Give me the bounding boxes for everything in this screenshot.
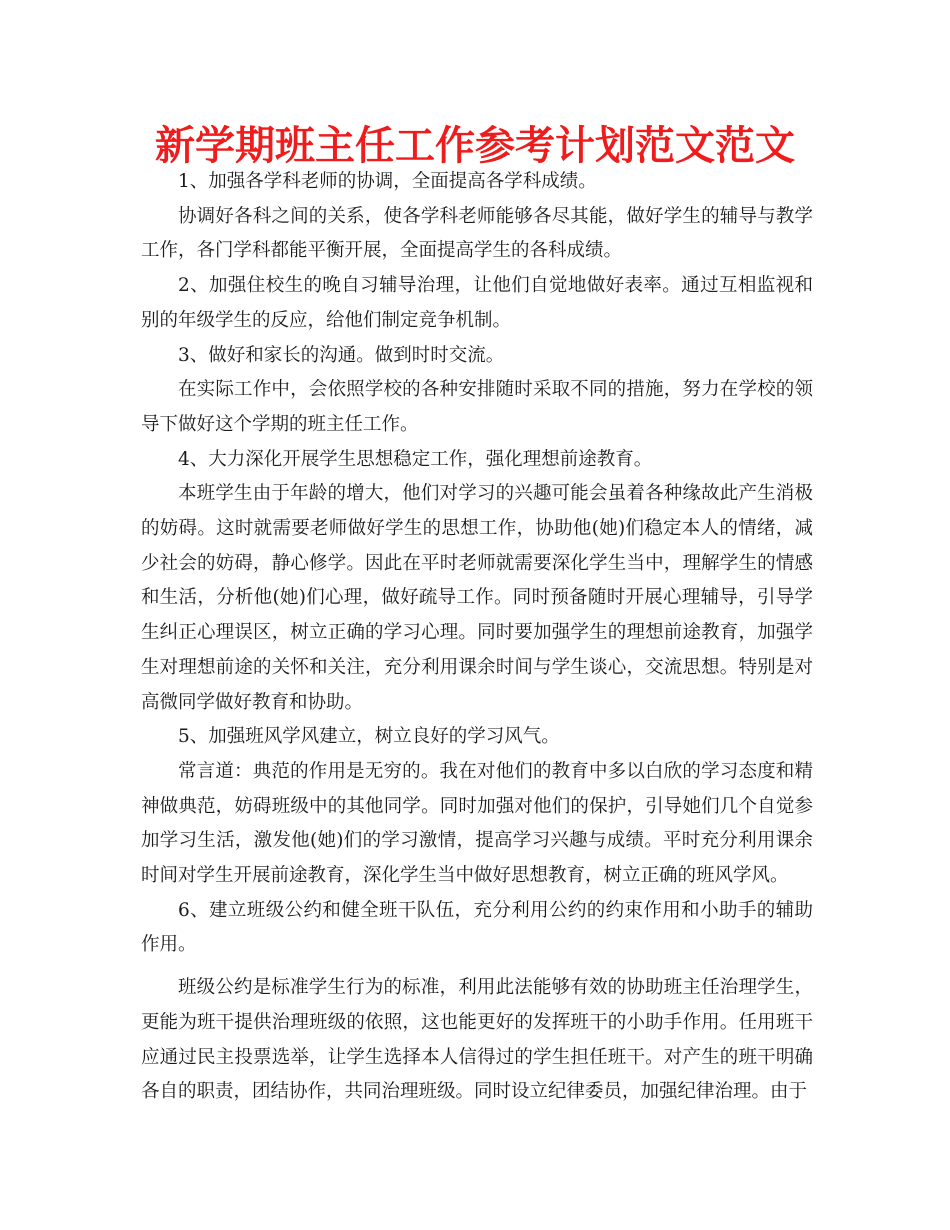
paragraph: 4、大力深化开展学生思想稳定工作，强化理想前途教育。: [178, 448, 653, 470]
paragraph: 在实际工作中，会依照学校的各种安排随时采取不同的措施，努力在学校的领导下做好这个学期的班主任工作。: [141, 379, 813, 435]
document-body: [141, 165, 813, 1110]
document-title: 新学期班主任工作参考计划范文范文: [155, 123, 795, 169]
paragraph: 6、建立班级公约和健全班干队伍，充分利用公约的约束作用和小助手的辅助作用。: [141, 899, 813, 956]
paragraph: 2、加强住校生的晚自习辅导治理，让他们自觉地做好表率。通过互相监视和别的年级学生的反应，给他们制定竞争机制。: [141, 275, 813, 331]
paragraph: 协调好各科之间的关系，使各学科老师能够各尽其能，做好学生的辅导与教学工作，各门学科都能平衡开展，全面提高学生的各科成绩。: [141, 205, 813, 262]
paragraph: 本班学生由于年龄的增大，他们对学习的兴趣可能会虽着各种缘故此产生消极的妨碍。这时就需要老师做好学生的思想工作，协助他(她)们稳定本人的情绪，减少社会的妨碍，静心修学。因此在平时老师就需要深化学生当中，理解学生的情感和生活，分析他(她)们心理，做好疏导工作。同时预备随时开展心理辅导，引导学生纠正心理误区，树立正确的学习心理。同时要加强学生的理想前途教育，加强学生对理想前途的关怀和关注，充分利用课余时间与学生谈心，交流思想。特别是对高微同学做好教育和协助。: [141, 483, 813, 713]
paragraph: 常言道：典范的作用是无穷的。我在对他们的教育中多以白欣的学习态度和精神做典范，妨碍班级中的其他同学。同时加强对他们的保护，引导她们几个自觉参加学习生活，激发他(她)们的学习激情，提高学习兴趣与成绩。平时充分利用课余时间对学生开展前途教育，深化学生当中做好思想教育，树立正确的班风学风。: [141, 760, 813, 887]
paragraph: 5、加强班风学风建立，树立良好的学习风气。: [178, 726, 560, 748]
paragraph: 3、做好和家长的沟通。做到时时交流。: [178, 344, 505, 366]
paragraph: 1、加强各学科老师的协调，全面提高各学科成绩。: [178, 171, 597, 192]
paragraph: 班级公约是标准学生行为的标准，利用此法能够有效的协助班主任治理学生，更能为班干提供治理班级的依照，这也能更好的发挥班干的小助手作用。任用班干应通过民主投票选举，让学生选择本人信得过的学生担任班干。对产生的班干明确各自的职责，团结协作，共同治理班级。同时设立纪律委员，加强纪律治理。由于: [141, 977, 813, 1103]
